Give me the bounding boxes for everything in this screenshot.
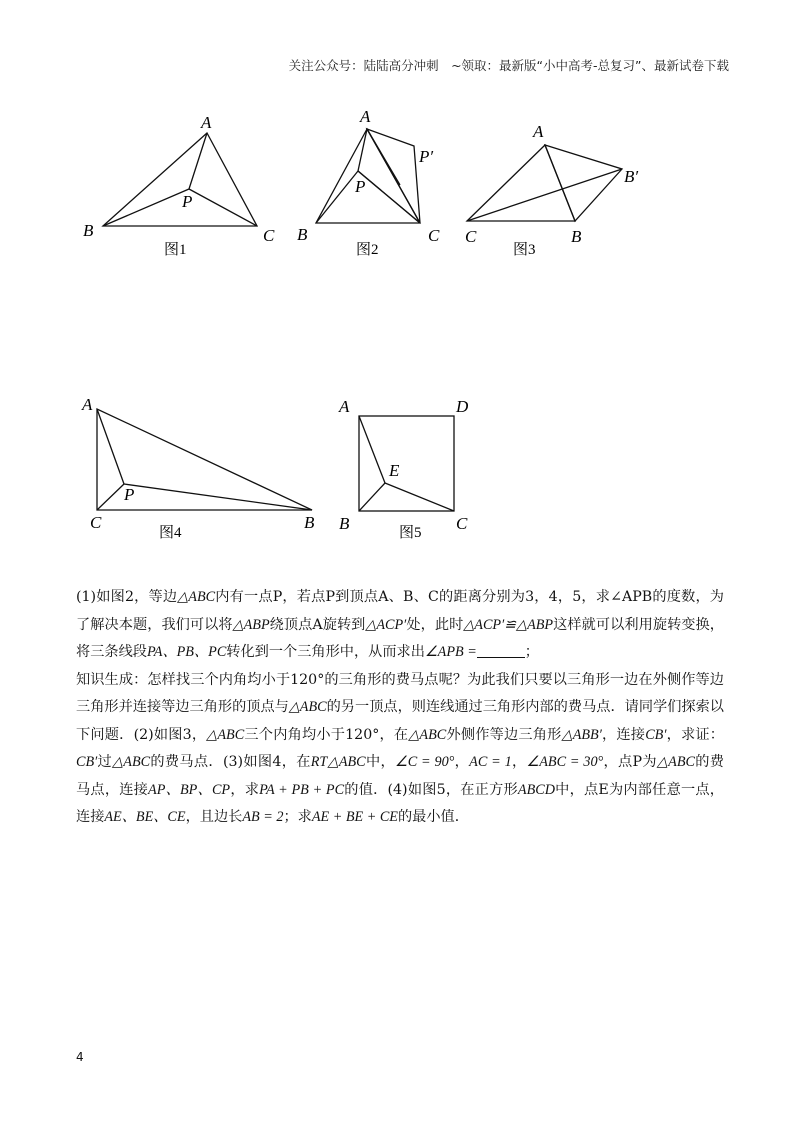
figure-3 [467,145,622,221]
fig2-caption: 图2 [356,242,379,258]
fig5-label-a: A [339,397,350,416]
figure-5 [359,416,454,511]
fig2-label-c: C [428,226,440,245]
fig4-label-b: B [304,513,315,532]
fig4-caption: 图4 [159,525,182,541]
fig4-label-p: P [124,485,135,504]
fig1-label-c: C [263,226,275,245]
fig4-label-c: C [90,513,102,532]
fig5-caption: 图5 [399,525,422,541]
fig2-label-p: P [355,177,366,196]
figure-1 [103,133,257,226]
answer-blank [477,643,525,658]
fig5-label-e: E [389,461,400,480]
fig1-label-a: A [201,113,212,132]
page-header: 关注公众号：陆陆高分冲刺 ~领取：最新版“小中高考-总复习”、最新试卷下载 [288,58,729,73]
fig2-label-p-prime: P′ [419,147,434,166]
problem-part-1: (1)如图2，等边△ABC内有一点P，若点P到顶点A、B、C的距离分别为3，4，5，求∠APB的度数，为了解决本题，我们可以将△ABP绕顶点A旋转到△ACP′处，此时△ACP′≌△ABP这样就可以利用旋转变换，将三条线段PA、PB、PC转化到一个三角形中，从而求出∠APB = ； [76,589,724,660]
fig5-label-b: B [339,514,350,533]
fig1-label-b: B [83,221,94,240]
page-number: 4 [76,1050,84,1064]
fig3-label-a: A [533,122,544,141]
fig5-label-c: C [456,514,468,533]
fig3-caption: 图3 [513,242,536,258]
fig2-label-a: A [360,107,371,126]
problem-text [76,584,724,832]
figures-area [0,0,800,560]
figure-2 [316,129,420,223]
fig3-label-b-prime: B′ [624,167,639,186]
fig1-caption: 图1 [164,242,187,258]
fig4-label-a: A [82,395,93,414]
fig1-label-p: P [182,192,193,211]
fig2-label-b: B [297,225,308,244]
fig3-label-c: C [465,227,477,246]
fig3-label-b: B [571,227,582,246]
problem-part-2: 知识生成：怎样找三个内角均小于120°的三角形的费马点呢？为此我们只要以三角形一边在外侧作等边三角形并连接等边三角形的顶点与△ABC的另一顶点，则连线通过三角形内部的费马点．请同学们探索以下问题．(2)如图3，△ABC三个内角均小于120°，在△ABC外侧作等边三角形△ABB′，连接CB′，求证：CB′过△ABC的费马点．(3)如图4，在RT△ABC中，∠C = 90°，AC = 1，∠ABC = 30°，点P为△ABC的费马点，连接AP、BP、CP，求PA + PB + PC的值．(4)如图5，在正方形ABCD中，点E为内部任意一点，连接AE、BE、CE，且边长AB = 2；求AE + BE + CE的最小值． [76,671,724,825]
fig5-label-d: D [456,397,469,416]
